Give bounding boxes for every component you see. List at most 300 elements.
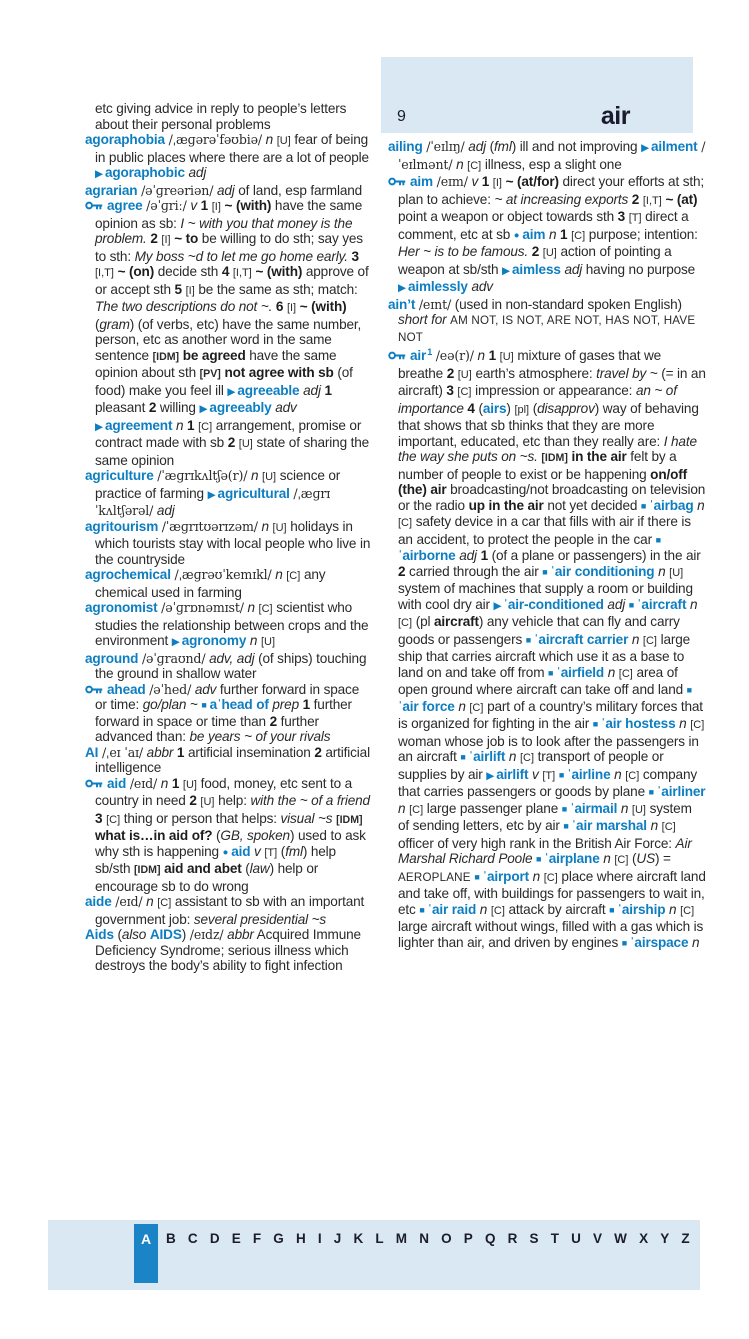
derivative-arrow-icon: ▶ <box>502 264 510 277</box>
text-run: broadcasting/not broadcasting on television or the radio <box>398 482 706 513</box>
derivative-arrow-icon: ▶ <box>95 420 103 433</box>
grammar-label: [C] <box>490 904 505 917</box>
italic-run: an ~ of importance <box>398 383 677 416</box>
italic-run: adj <box>303 382 321 398</box>
text-run: ( <box>113 927 122 942</box>
compound-square-icon: ■ <box>563 821 569 831</box>
compound-square-icon: ■ <box>201 700 207 710</box>
text-run: food, money, etc sent to a country in need <box>95 775 353 808</box>
dictionary-entry <box>85 651 374 682</box>
italic-run: v <box>254 843 261 859</box>
italic-run: n <box>275 567 283 582</box>
italic-run: abbr <box>227 927 254 942</box>
text-run: ( <box>95 316 100 332</box>
grammar-label: [U] <box>631 803 646 816</box>
pronunciation: /eɪd/ <box>115 894 143 909</box>
pronunciation: /ˌæɡrɪˈkʌltʃərəl/ <box>95 485 331 518</box>
text-run: (= in an aircraft) <box>398 365 706 398</box>
pronunciation: /əˈɡraʊnd/ <box>141 650 206 666</box>
bold-run: 4 <box>221 264 230 279</box>
text-run: ( <box>241 861 250 876</box>
dictionary-entry <box>85 198 374 468</box>
text-run: further advanced than: <box>95 713 319 744</box>
alphabet-letter-x[interactable]: X <box>639 1231 649 1246</box>
text-run: direct your efforts at sth; plan to achieve: <box>398 174 705 207</box>
sub-headword: aimlessly <box>407 279 468 294</box>
italic-run: disapprov <box>537 400 595 416</box>
bold-run: on/off (the) air <box>398 466 688 497</box>
alphabet-letter-c[interactable]: C <box>187 1231 198 1246</box>
bold-run: 3 <box>351 248 359 264</box>
italic-run: US <box>636 851 655 866</box>
grammar-label: [U] <box>499 351 514 363</box>
alphabet-letter-k[interactable]: K <box>353 1231 364 1246</box>
text-run: thing or person that helps: <box>120 810 281 826</box>
italic-run: be years ~ of your rivals <box>189 729 331 744</box>
text-run: illness, esp a slight one <box>481 156 622 172</box>
italic-run: v <box>190 198 198 213</box>
pronunciation: /ˈæɡrɪtʊərɪzəm/ <box>161 518 258 534</box>
text-run: safety device in a car that fills with air if there is an accident, to protect the people in the car <box>398 514 691 547</box>
compound-square-icon: ■ <box>460 752 466 762</box>
text-run: having no purpose <box>582 261 696 277</box>
alphabet-letter-t[interactable]: T <box>550 1231 559 1246</box>
sub-headword: AIDS <box>149 927 182 942</box>
dictionary-entry <box>388 139 706 174</box>
pronunciation: /əˈɡriː/ <box>146 198 187 213</box>
bold-run: be agreed <box>182 347 246 363</box>
sub-headword: agreeable <box>237 382 300 398</box>
italic-run: n <box>456 156 464 172</box>
italic-run: adv <box>275 400 297 415</box>
headword: agrochemical <box>85 567 171 582</box>
grammar-label: [I,T] <box>642 194 662 207</box>
headword: agrarian <box>85 182 138 198</box>
sub-headword: ˈair-conditioned <box>503 596 604 612</box>
left-column <box>85 101 374 1218</box>
text-run: ) ill and not improving <box>511 139 642 154</box>
text-run: earth’s atmosphere: <box>471 365 597 381</box>
text-run: of land, esp farmland <box>234 182 363 198</box>
grammar-label: [C] <box>457 386 472 398</box>
text-run: point a weapon or object towards sth <box>398 209 618 224</box>
homonym-number: 1 <box>427 347 433 357</box>
text-run: ( <box>486 139 495 154</box>
derivative-arrow-icon: ▶ <box>493 599 502 612</box>
bold-run: 1 <box>480 548 488 563</box>
bold-run: 2 <box>269 713 277 729</box>
text-run: carried through the air <box>405 563 543 579</box>
headword: aid <box>107 775 127 791</box>
text-run: attack by aircraft <box>504 901 610 917</box>
alphabet-letter-i[interactable]: I <box>317 1231 322 1246</box>
italic-run: n <box>658 563 666 579</box>
alphabet-letter-l[interactable]: L <box>375 1231 384 1246</box>
bold-run: 2 <box>150 231 158 246</box>
alphabet-letter-e[interactable]: E <box>231 1231 241 1246</box>
text-run: area of open ground where aircraft can take off and land <box>398 664 687 697</box>
alphabet-letter-m[interactable]: M <box>395 1231 408 1246</box>
compound-square-icon: ■ <box>648 787 654 797</box>
bold-run: 2 <box>398 563 406 579</box>
alphabet-letter-v[interactable]: V <box>593 1231 603 1246</box>
grammar-label: [C] <box>519 752 535 764</box>
text-run: state of sharing the same opinion <box>95 435 370 468</box>
bold-run: 1 <box>324 382 332 398</box>
compound-square-icon: ■ <box>655 534 661 545</box>
pronunciation: /ˌæɡərəˈfəʊbiə/ <box>168 132 263 147</box>
alphabet-letter-q[interactable]: Q <box>484 1231 496 1246</box>
dictionary-entry <box>388 297 706 346</box>
text-run: be willing to do sth; say yes to sth: <box>95 231 363 264</box>
dictionary-entry <box>85 927 374 974</box>
italic-run: n <box>631 631 640 647</box>
italic-run: n <box>679 716 687 731</box>
idiom-label: [IDM] <box>152 350 180 363</box>
compound-square-icon: ■ <box>419 904 425 915</box>
grammar-label: [C] <box>398 517 413 529</box>
italic-run: short for <box>398 312 447 327</box>
text-run: place where aircraft land and take off, with buildings for passengers to wait in, etc <box>398 868 706 917</box>
grammar-label: [I] <box>211 201 221 213</box>
text-run: woman whose job is to look after the passengers in an aircraft <box>398 733 699 764</box>
sub-headword: airs <box>482 400 507 416</box>
small-caps-run: AM NOT, IS NOT, ARE NOT, HAS NOT, HAVE NOT <box>398 314 696 344</box>
text-run: ) any vehicle that can fly and carry goods or passengers <box>398 614 680 647</box>
text-run: approve of or accept sth <box>95 264 369 297</box>
grammar-label: [C] <box>106 813 121 826</box>
text-run: (pl <box>412 614 434 629</box>
text-run: ) way of behaving that shows that sb thinks that they are more important, educated, etc than they really are: <box>398 400 699 449</box>
guide-box <box>381 57 693 133</box>
grammar-label: [I] <box>185 284 195 297</box>
alphabet-letter-h[interactable]: H <box>295 1231 306 1246</box>
text-run: pleasant <box>95 400 149 415</box>
text-run: not yet decided <box>543 497 641 513</box>
derivative-arrow-icon: ▶ <box>398 282 406 294</box>
compound-square-icon: ■ <box>592 719 598 729</box>
italic-run: abbr <box>146 744 174 760</box>
alphabet-letter-j[interactable]: J <box>333 1231 342 1246</box>
sub-headword: ˈairlift <box>468 749 506 764</box>
dictionary-entry <box>388 174 706 297</box>
alphabet-letter-g[interactable]: G <box>273 1231 284 1246</box>
text-run: scientist who studies the relationship between crops and the environment <box>95 600 369 648</box>
compound-square-icon: ■ <box>474 871 480 882</box>
derivative-arrow-icon: ▶ <box>95 168 103 180</box>
text-run: large ship that carries aircraft which use it as a base to land on and take off from <box>398 631 691 680</box>
alphabet-letter-d[interactable]: D <box>209 1231 220 1246</box>
italic-run: adj <box>607 596 626 612</box>
italic-run: n <box>146 894 154 909</box>
alphabet-letter-n[interactable]: N <box>419 1231 429 1246</box>
italic-run: adj <box>468 139 486 154</box>
grammar-label: [C] <box>642 634 657 647</box>
text-run: further forward in space or time: <box>95 681 360 712</box>
idiom-label: [PV] <box>199 368 221 380</box>
sub-headword: airlift <box>496 766 529 782</box>
text-run: felt by a number of people to exist or be happening <box>398 449 677 482</box>
text-run: Acquired Immune Deficiency Syndrome; serious illness which destroys the body’s ability to fight infection <box>95 927 361 973</box>
grammar-label: [C] <box>198 420 213 433</box>
italic-run: n <box>398 800 406 816</box>
grammar-label: [C] <box>467 159 482 172</box>
compound-square-icon: ■ <box>640 500 647 511</box>
bold-run: 3 <box>95 810 103 826</box>
text-run: large passenger plane <box>423 800 562 816</box>
italic-run: n <box>669 901 677 917</box>
alphabet-letter-p[interactable]: P <box>463 1231 473 1246</box>
grammar-label: [T] <box>264 846 278 859</box>
headword: aground <box>85 650 139 666</box>
italic-run: adj <box>188 165 207 180</box>
sub-headword: ailment <box>651 139 698 154</box>
sub-headword: ˈairport <box>482 868 530 884</box>
italic-run: go/plan ~ <box>142 697 198 712</box>
italic-run: n <box>477 348 485 363</box>
italic-run: n <box>250 468 259 483</box>
text-run: action of pointing a weapon at sb/sth <box>398 244 672 277</box>
italic-run: adj <box>216 182 235 198</box>
grammar-label: [C] <box>680 904 695 917</box>
derivative-arrow-icon: ▶ <box>207 488 216 501</box>
text-run: system of sending letters, etc by air <box>398 800 692 833</box>
derivative-arrow-icon: ▶ <box>641 142 650 154</box>
sub-headword: ˈairspace <box>630 934 689 950</box>
bold-run: ~ (at) <box>665 191 698 207</box>
grammar-label: [C] <box>625 769 640 782</box>
alphabet-letter-row <box>166 1231 690 1246</box>
italic-run: n <box>620 800 629 816</box>
text-run: decide sth <box>154 264 222 279</box>
italic-run: v <box>532 766 539 782</box>
grammar-label: [I,T] <box>232 267 252 279</box>
italic-run: adv <box>471 279 493 294</box>
sub-headword: ˈairborne <box>398 548 456 563</box>
alphabet-letter-f[interactable]: F <box>252 1231 262 1246</box>
grammar-label: [I,T] <box>95 267 114 279</box>
italic-run: prep <box>272 697 299 712</box>
derivative-arrow-icon: ▶ <box>486 769 495 782</box>
bold-run: 2 <box>446 365 455 381</box>
grammar-label: [T] <box>542 769 556 782</box>
pronunciation: /əˈhed/ <box>149 681 192 697</box>
italic-run: adj <box>156 503 175 518</box>
sub-headword: aid <box>231 843 251 859</box>
sub-headword: ˈair conditioning <box>550 563 655 579</box>
italic-run: adv, adj <box>209 650 255 666</box>
italic-run: adj <box>459 548 477 563</box>
text-run: system of machines that supply a room or building with cool dry air <box>398 581 693 612</box>
oxford-3000-key-icon <box>85 776 103 791</box>
italic-run: n <box>614 766 622 782</box>
grammar-label: [C] <box>690 719 705 731</box>
bold-run: 3 <box>446 383 454 398</box>
grammar-label: [I] <box>492 177 502 189</box>
grammar-label: [C] <box>469 701 484 714</box>
headword: agree <box>107 198 143 213</box>
italic-run: also <box>121 927 147 942</box>
italic-run: GB, spoken <box>220 828 290 843</box>
pronunciation: /ˌeɪ ˈaɪ/ <box>101 744 144 760</box>
italic-run: The two descriptions do not ~. <box>95 299 273 314</box>
compound-square-icon: ■ <box>548 667 554 678</box>
headword: agoraphobia <box>85 132 165 147</box>
italic-run: v <box>471 174 479 189</box>
right-column <box>388 139 706 1218</box>
italic-run: gram <box>99 316 130 332</box>
dictionary-entry <box>85 600 374 651</box>
grammar-label: [C] <box>661 821 676 833</box>
italic-run: n <box>175 417 184 433</box>
sub-headword: aˈhead of <box>209 697 269 712</box>
italic-run: n <box>261 518 269 534</box>
pronunciation: /ˈeɪlɪŋ/ <box>426 139 465 154</box>
sub-headword: agronomy <box>181 633 247 648</box>
dictionary-entry <box>85 776 374 895</box>
grammar-label: [C] <box>543 871 558 884</box>
sub-headword: ˈaircraft <box>637 596 687 612</box>
dictionary-entry <box>85 745 374 776</box>
text-run: ) = <box>655 851 671 866</box>
bold-run: 4 <box>467 400 475 416</box>
bold-run: 2 <box>148 400 157 415</box>
headword: aim <box>410 174 433 189</box>
bold-run: aircraft <box>433 614 479 629</box>
compound-square-icon: ■ <box>621 937 628 948</box>
text-run: ( <box>529 400 538 416</box>
italic-run: several presidential ~s <box>193 911 327 927</box>
pronunciation: /ˌæɡrəʊˈkemɪkl/ <box>174 567 272 582</box>
bold-run: 1 <box>302 697 311 712</box>
text-run: large aircraft without wings, filled with a gas which is lighter than air, and driven by engines <box>398 919 704 950</box>
text-run: artificial insemination <box>184 744 315 760</box>
pronunciation: /eɪdz/ <box>189 927 224 942</box>
text-run: ( <box>212 828 221 843</box>
headword: aide <box>85 894 112 909</box>
grammar-label: [T] <box>628 212 642 224</box>
sub-headword: ˈairplane <box>544 851 600 866</box>
italic-run: fml <box>494 139 512 154</box>
compound-square-icon: ■ <box>628 599 635 610</box>
grammar-label: [U] <box>457 368 472 381</box>
headword: agritourism <box>85 518 159 534</box>
alphabet-letter-z[interactable]: Z <box>681 1231 690 1246</box>
sub-headword: ˈaircraft carrier <box>534 631 629 647</box>
grammar-label: [C] <box>286 570 301 582</box>
dictionary-entry <box>85 682 374 745</box>
text-run: company that carries passengers or goods by plane <box>398 766 698 799</box>
pronunciation: /eɪnt/ <box>418 296 452 312</box>
dictionary-entry <box>85 519 374 568</box>
text-run: ( <box>474 400 483 416</box>
alphabet-letter-w[interactable]: W <box>614 1231 627 1246</box>
italic-run: n <box>160 775 169 791</box>
pronunciation: /eə(r)/ <box>435 348 474 363</box>
dictionary-entry <box>85 468 374 519</box>
pronunciation: /eɪm/ <box>436 174 468 189</box>
alphabet-letter-s[interactable]: S <box>529 1231 539 1246</box>
italic-run: visual ~s <box>280 810 333 826</box>
pronunciation: /ˈæɡrɪkʌltʃə(r)/ <box>157 468 248 483</box>
grammar-label: [C] <box>157 897 172 909</box>
sub-headword: ˈairfield <box>556 664 605 680</box>
text-run: ) <box>181 927 190 942</box>
sub-headword: ˈairmail <box>570 800 618 816</box>
italic-run: Air Marshal Richard Poole <box>398 835 692 866</box>
idiom-label: [IDM] <box>336 813 363 826</box>
italic-run: ~ at increasing exports <box>494 191 629 207</box>
bold-run: ~ (at/for) <box>505 174 559 189</box>
compound-square-icon: ■ <box>558 769 565 780</box>
text-run: ) <box>506 400 515 416</box>
bold-run: 5 <box>174 281 182 297</box>
headword: air <box>410 348 427 363</box>
sub-headword: agreement <box>104 417 173 433</box>
grammar-label: [U] <box>262 471 277 483</box>
alphabet-letter-o[interactable]: O <box>441 1231 452 1246</box>
dictionary-entry <box>85 183 374 199</box>
compound-square-icon: ■ <box>686 685 692 695</box>
text-run: etc giving advice in reply to people’s letters about their personal problems <box>95 101 347 132</box>
text-run: any chemical used in farming <box>95 567 326 600</box>
sub-headword: ˈair marshal <box>571 818 647 833</box>
alphabet-index-bar <box>48 1220 700 1290</box>
grammar-label: [U] <box>260 636 276 648</box>
dictionary-entry <box>85 567 374 600</box>
alphabet-tab-active[interactable]: A <box>134 1224 158 1283</box>
italic-run: fml <box>285 843 303 859</box>
text-run: holidays in which tourists stay with local people who live in the countryside <box>95 518 371 567</box>
bold-run: ~ (on) <box>117 264 155 279</box>
text-run: assistant to sb with an important government job: <box>95 894 365 927</box>
sub-headword: aim <box>522 226 546 242</box>
dictionary-entry <box>388 345 706 951</box>
sub-headword: ˈair hostess <box>601 716 676 731</box>
headword: ain’t <box>388 296 416 312</box>
derivative-arrow-icon: ▶ <box>199 403 208 415</box>
alphabet-letter-y[interactable]: Y <box>660 1231 670 1246</box>
sub-headword: agoraphobic <box>104 165 185 180</box>
text-run: have the same opinion about sth <box>95 347 337 380</box>
headword: agriculture <box>85 468 154 483</box>
sub-headword: ˈair force <box>398 698 455 714</box>
alphabet-letter-r[interactable]: R <box>507 1231 518 1246</box>
bold-run: 3 <box>617 209 626 224</box>
compound-square-icon: ■ <box>609 904 615 915</box>
italic-run: n <box>265 132 274 147</box>
grammar-label: [U] <box>272 521 287 534</box>
alphabet-letter-u[interactable]: U <box>571 1231 581 1246</box>
sub-headword: ˈairline <box>567 766 611 782</box>
bold-run: ~ to <box>174 231 199 246</box>
text-run: ) (of verbs, etc) have the same number, person, etc as another word in the same sentence <box>95 316 362 363</box>
small-caps-run: AEROPLANE <box>398 870 471 884</box>
derivative-arrow-icon: ▶ <box>227 385 236 398</box>
headword: agronomist <box>85 600 158 615</box>
idiom-label: [IDM] <box>134 864 161 876</box>
sub-headword: ˈair raid <box>427 901 477 917</box>
compound-square-icon: ■ <box>536 854 542 864</box>
grammar-label: [U] <box>669 566 684 579</box>
bold-run: not agree with sb <box>224 365 334 380</box>
italic-run: adv <box>194 681 217 697</box>
italic-run: n <box>479 901 488 917</box>
text-run: artificial intelligence <box>95 744 370 775</box>
alphabet-letter-b[interactable]: B <box>166 1231 176 1246</box>
derivative-arrow-icon: ▶ <box>171 636 180 648</box>
text-run: (of ships) touching the ground in shallow water <box>95 650 367 681</box>
